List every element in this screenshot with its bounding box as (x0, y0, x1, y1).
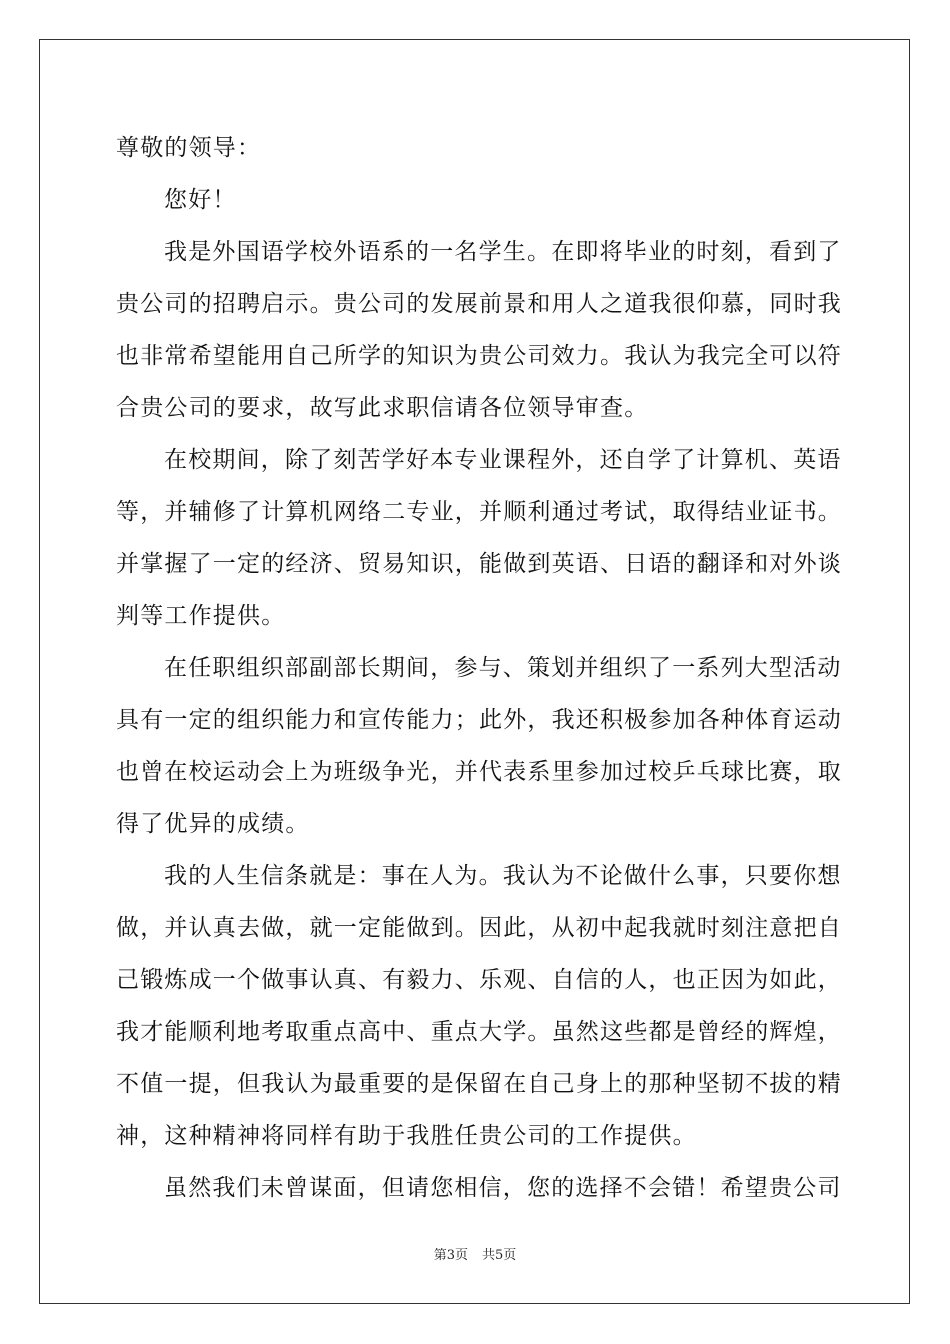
text-line: 己锻炼成一个做事认真、有毅力、乐观、自信的人，也正因为如此， (116, 967, 842, 993)
text-line: 也曾在校运动会上为班级争光，并代表系里参加过校乒乓球比赛，取 (116, 759, 842, 785)
text-line: 虽然我们未曾谋面，但请您相信，您的选择不会错！希望贵公司 (164, 1175, 842, 1201)
text-line: 我的人生信条就是：事在人为。我认为不论做什么事，只要你想 (164, 863, 842, 889)
text-line: 不值一提，但我认为最重要的是保留在自己身上的那种坚韧不拔的精 (116, 1071, 842, 1097)
text-line: 在校期间，除了刻苦学好本专业课程外，还自学了计算机、英语 (164, 447, 842, 473)
text-line: 合贵公司的要求，故写此求职信请各位领导审查。 (116, 395, 649, 421)
text-line: 得了优异的成绩。 (116, 811, 310, 837)
text-line: 等，并辅修了计算机网络二专业，并顺利通过考试，取得结业证书。 (116, 499, 842, 525)
text-line: 在任职组织部副部长期间，参与、策划并组织了一系列大型活动 (164, 655, 842, 681)
text-line: 判等工作提供。 (116, 603, 286, 629)
text-line: 贵公司的招聘启示。贵公司的发展前景和用人之道我很仰慕，同时我 (116, 291, 842, 317)
greeting: 您好！ (164, 187, 237, 213)
text-line: 并掌握了一定的经济、贸易知识，能做到英语、日语的翻译和对外谈 (116, 551, 842, 577)
text-line: 神，这种精神将同样有助于我胜任贵公司的工作提供。 (116, 1123, 697, 1149)
text-line: 我是外国语学校外语系的一名学生。在即将毕业的时刻，看到了 (164, 239, 842, 265)
salutation: 尊敬的领导： (116, 135, 262, 161)
text-line: 我才能顺利地考取重点高中、重点大学。虽然这些都是曾经的辉煌， (116, 1019, 842, 1045)
page-total: 共5页 (482, 1248, 517, 1263)
text-line: 做，并认真去做，就一定能做到。因此，从初中起我就时刻注意把自 (116, 915, 842, 941)
page-number: 第3页 (433, 1248, 468, 1263)
text-line: 具有一定的组织能力和宣传能力；此外，我还积极参加各种体育运动 (116, 707, 842, 733)
text-line: 也非常希望能用自己所学的知识为贵公司效力。我认为我完全可以符 (116, 343, 842, 369)
page-footer (0, 1244, 950, 1263)
